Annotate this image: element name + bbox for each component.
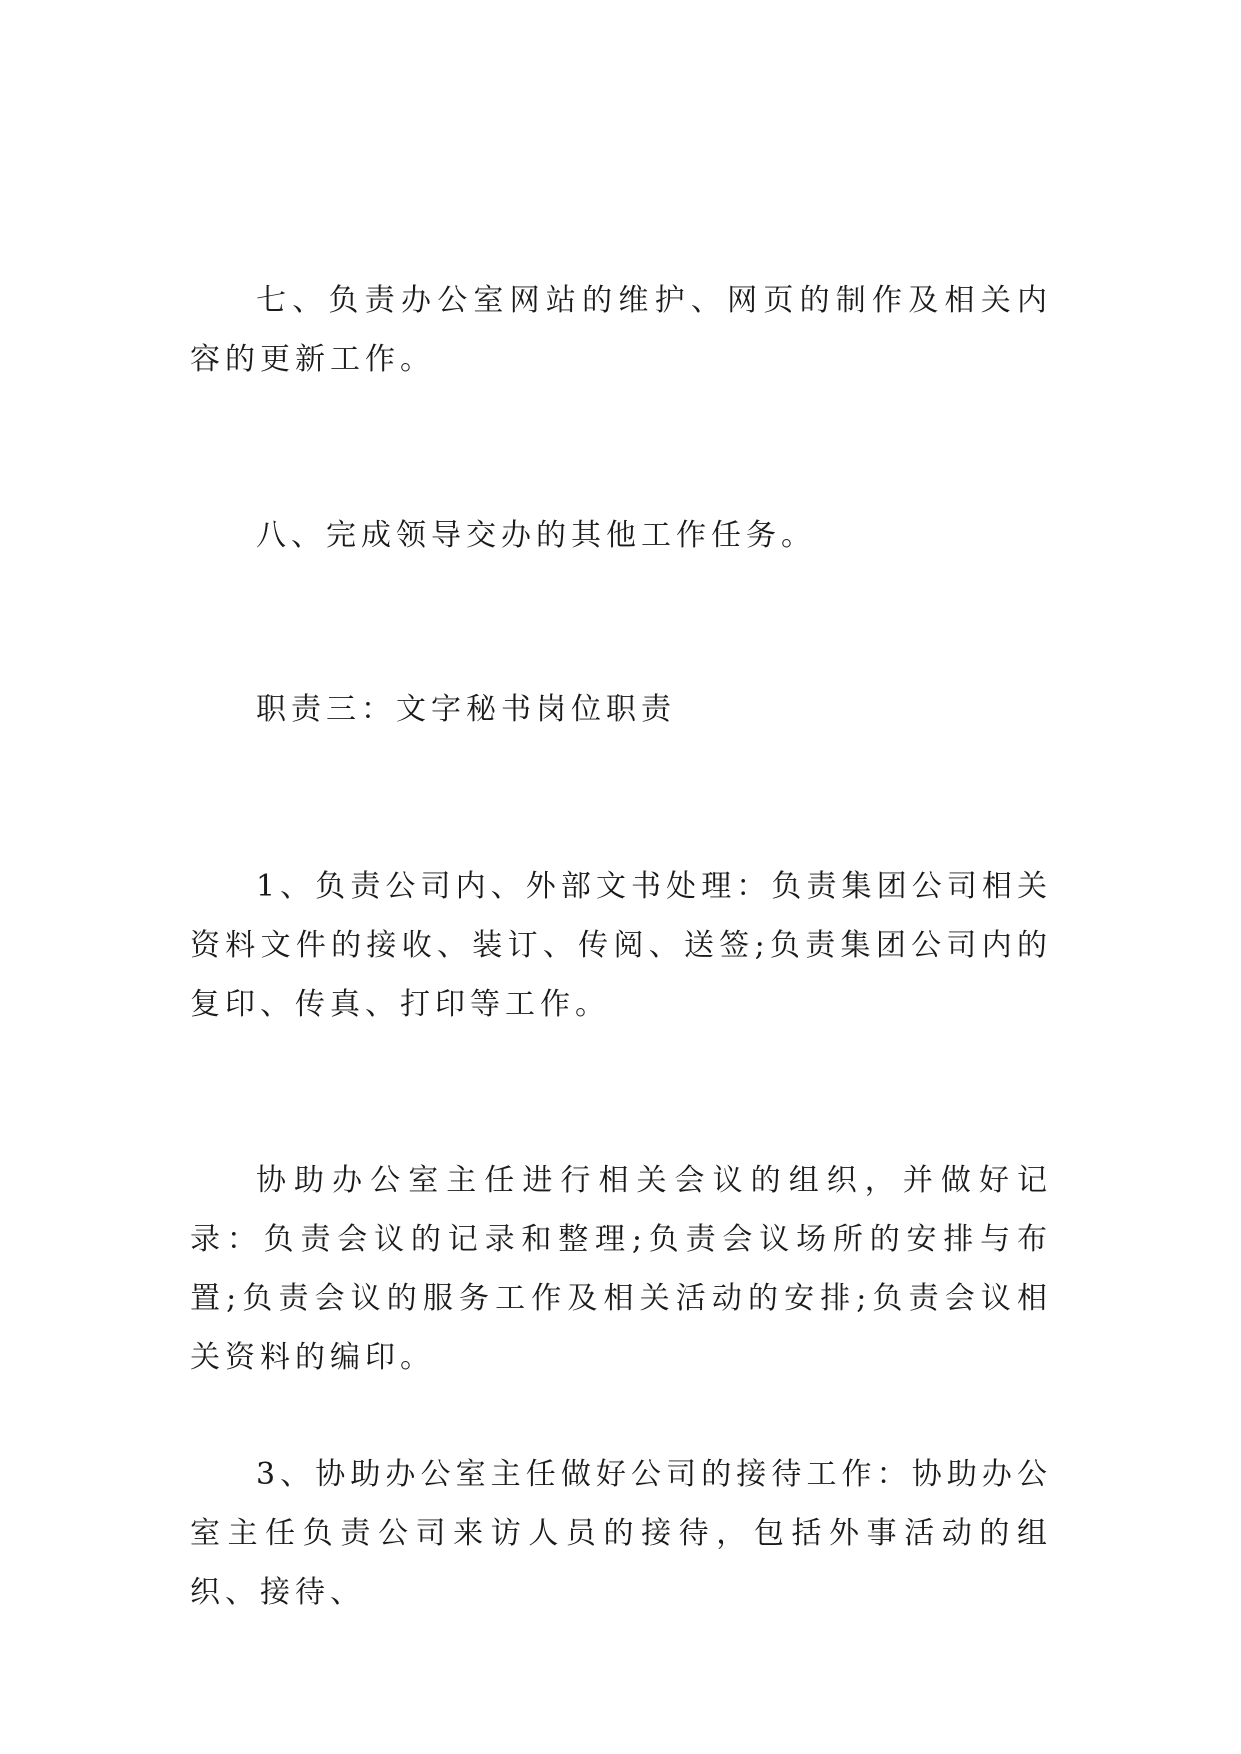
paragraph-meeting-assist: 协助办公室主任进行相关会议的组织，并做好记录：负责会议的记录和整理;负责会议场所的安排与布置;负责会议的服务工作及相关活动的安排;负责会议相关资料的编印。 bbox=[190, 1163, 1052, 1375]
paragraph-item-eight: 八、完成领导交办的其他工作任务。 bbox=[256, 518, 816, 553]
section-heading-duty-three: 职责三：文字秘书岗位职责 bbox=[256, 692, 676, 727]
paragraph-item-3: 3、协助办公室主任做好公司的接待工作：协助办公室主任负责公司来访人员的接待，包括外事活动的组织、接待、 bbox=[190, 1457, 1052, 1610]
paragraph-item-seven: 七、负责办公室网站的维护、网页的制作及相关内容的更新工作。 bbox=[190, 283, 1052, 377]
paragraph-item-1: 1、负责公司内、外部文书处理：负责集团公司相关资料文件的接收、装订、传阅、送签;负责集团公司内的复印、传真、打印等工作。 bbox=[190, 869, 1052, 1022]
